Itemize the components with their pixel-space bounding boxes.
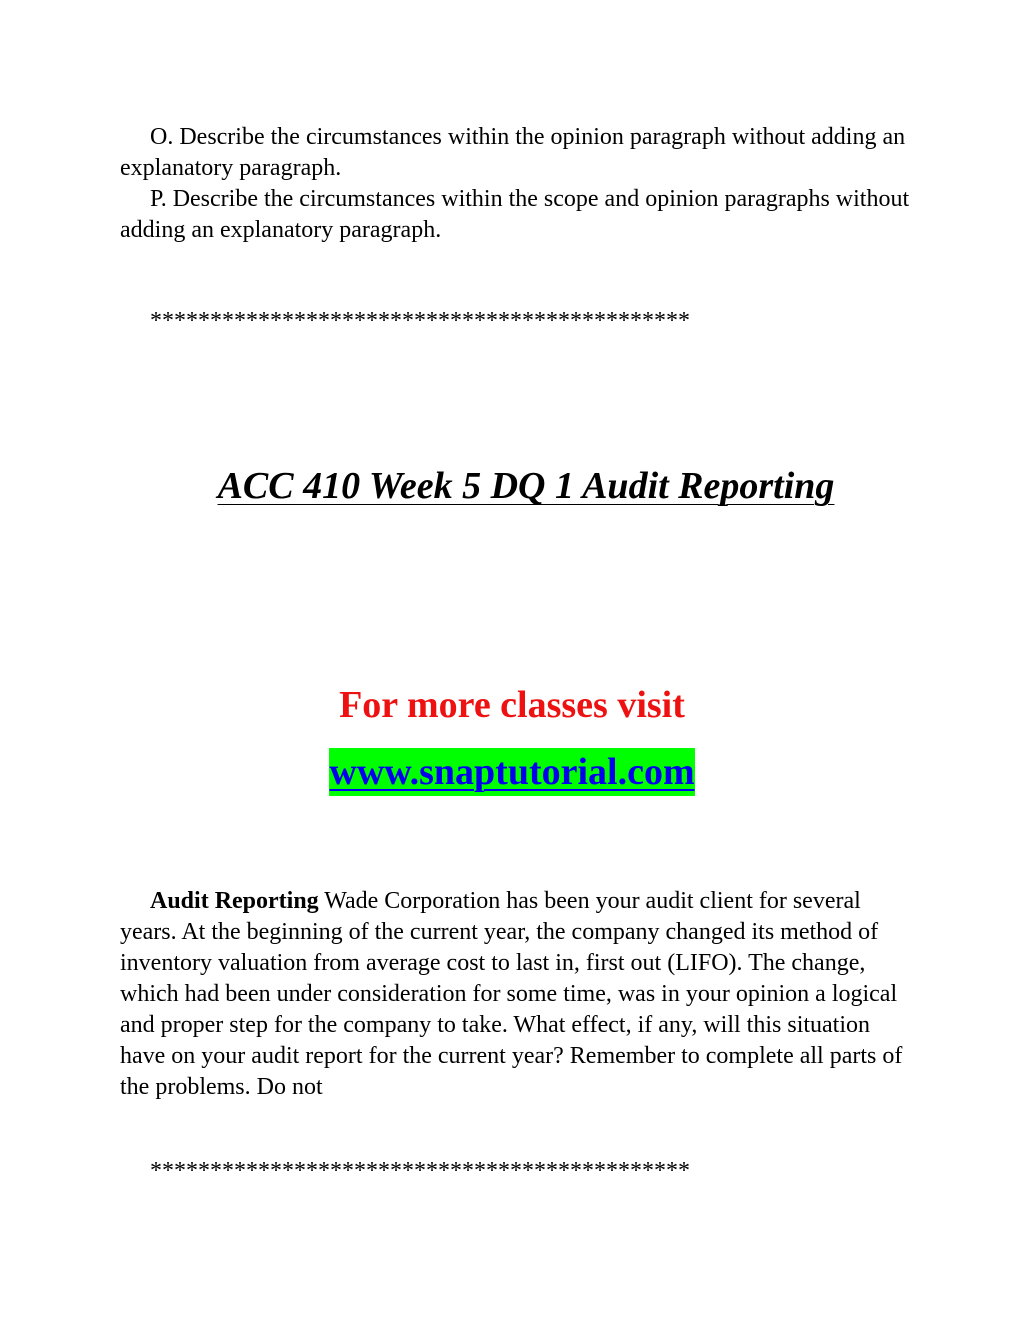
snaptutorial-link[interactable]: www.snaptutorial.com (329, 748, 694, 796)
question-lead: Audit Reporting (150, 888, 319, 914)
page-title: ACC 410 Week 5 DQ 1 Audit Reporting (217, 465, 835, 507)
promo-link-wrap (0, 748, 1024, 796)
question-text: Wade Corporation has been your audit client for several years. At the beginning of the current year, the company changed its method of inventory valuation from average cost to last in, first out (LIFO). The change, which had been under consideration for some time, was in your opinion a logical and proper step for the company to take. What effect, if any, will this situation have on your audit report for the current year? Remember to complete all parts of the problems. Do not (120, 888, 903, 1100)
separator-top: ********************************************* (150, 308, 690, 334)
option-p: P. Describe the circumstances within the scope and opinion paragraphs without adding an explanatory paragraph. (120, 186, 910, 243)
option-o: O. Describe the circumstances within the opinion paragraph without adding an explanatory paragraph. (120, 124, 906, 181)
separator-bottom: ********************************************* (150, 1158, 690, 1184)
question-paragraph (120, 886, 920, 1103)
promo-text: For more classes visit (339, 684, 685, 726)
